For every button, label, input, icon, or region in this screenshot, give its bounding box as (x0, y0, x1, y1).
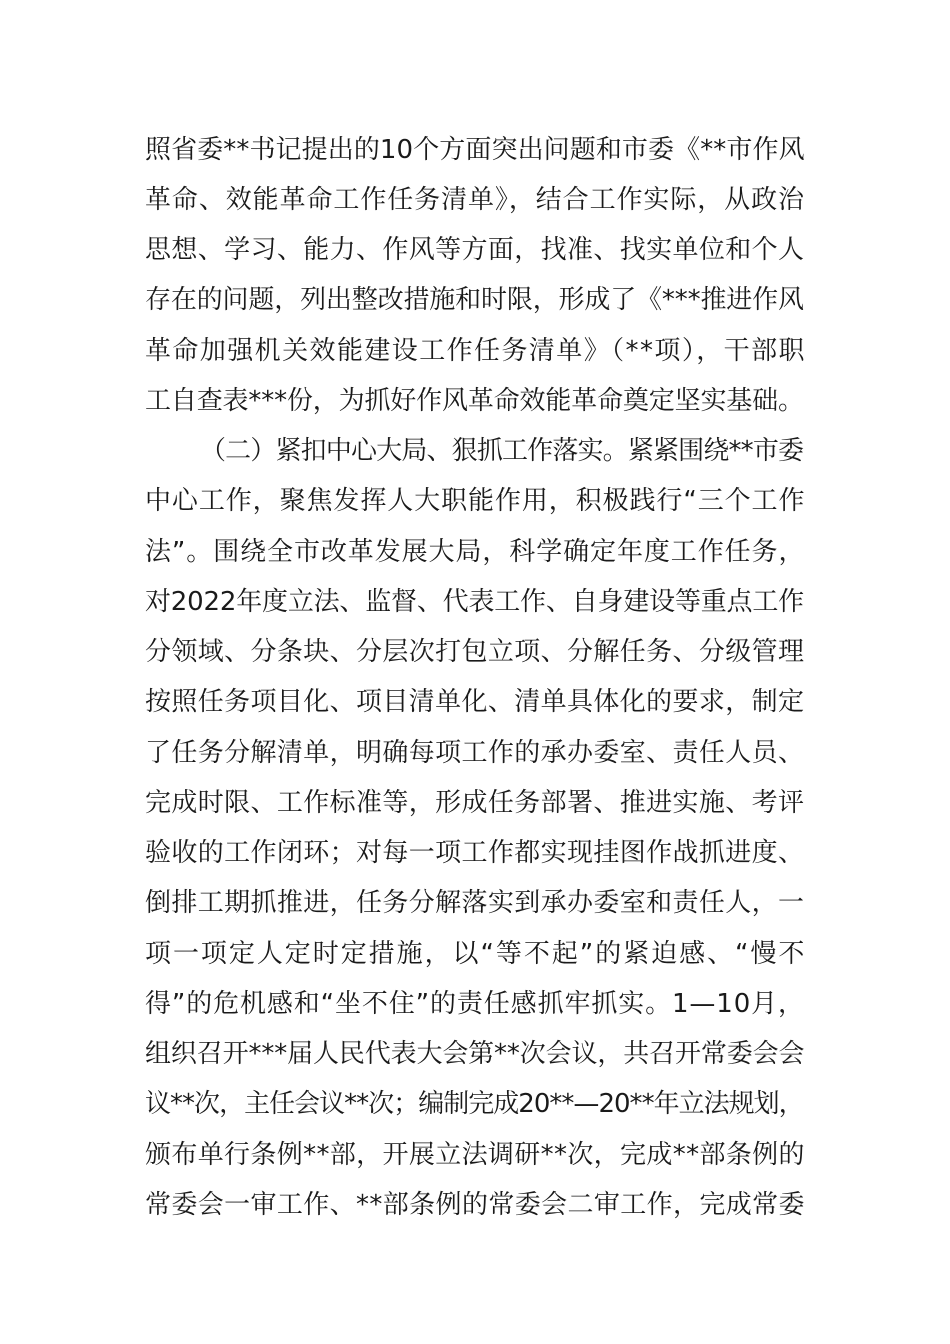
text-line: 常委会一审工作、**部条例的常委会二审工作，完成常委 (145, 1190, 805, 1220)
text-line: 对2022年度立法、监督、代表工作、自身建设等重点工作 (145, 587, 804, 617)
text-line: 完成时限、工作标准等，形成任务部署、推进实施、考评 (145, 788, 805, 818)
text-line: 组织召开***届人民代表大会第**次会议，共召开常委会会 (145, 1039, 805, 1069)
text-line: 革命加强机关效能建设工作任务清单》（**项），干部职 (145, 336, 806, 366)
text-line: 法”。围绕全市改革发展大局，科学确定年度工作任务， (145, 537, 806, 567)
text-line: 革命、效能革命工作任务清单》，结合工作实际，从政治 (145, 185, 805, 215)
text-line: 存在的问题，列出整改措施和时限，形成了《***推进作风 (145, 285, 804, 315)
paragraph-first-line: （二）紧扣中心大局、狠抓工作落实。紧紧围绕**市委 (200, 436, 804, 466)
text-line: 验收的工作闭环；对每一项工作都实现挂图作战抓进度、 (145, 838, 805, 868)
text-line: 工自查表***份，为抓好作风革命效能革命奠定坚实基础。 (145, 386, 804, 416)
text-line: 了任务分解清单，明确每项工作的承办委室、责任人员、 (145, 738, 805, 768)
text-line: 中心工作，聚焦发挥人大职能作用，积极践行“三个工作 (145, 486, 806, 516)
text-line: 按照任务项目化、项目清单化、清单具体化的要求，制定 (145, 687, 805, 717)
text-line: 项一项定人定时定措施，以“等不起”的紧迫感、“慢不 (145, 939, 807, 969)
text-line: 颁布单行条例**部，开展立法调研**次，完成**部条例的 (145, 1140, 805, 1170)
text-line: 照省委**书记提出的10个方面突出问题和市委《**市作风 (145, 135, 805, 165)
text-line: 倒排工期抓推进，任务分解落实到承办委室和责任人，一 (145, 888, 805, 918)
text-line: 得”的危机感和“坐不住”的责任感抓牢抓实。1—10月， (145, 989, 805, 1019)
text-line: 议**次，主任会议**次；编制完成20**—20**年立法规划， (145, 1089, 804, 1119)
text-line: 思想、学习、能力、作风等方面，找准、找实单位和个人 (145, 235, 805, 265)
text-line: 分领域、分条块、分层次打包立项、分解任务、分级管理 (145, 637, 805, 667)
